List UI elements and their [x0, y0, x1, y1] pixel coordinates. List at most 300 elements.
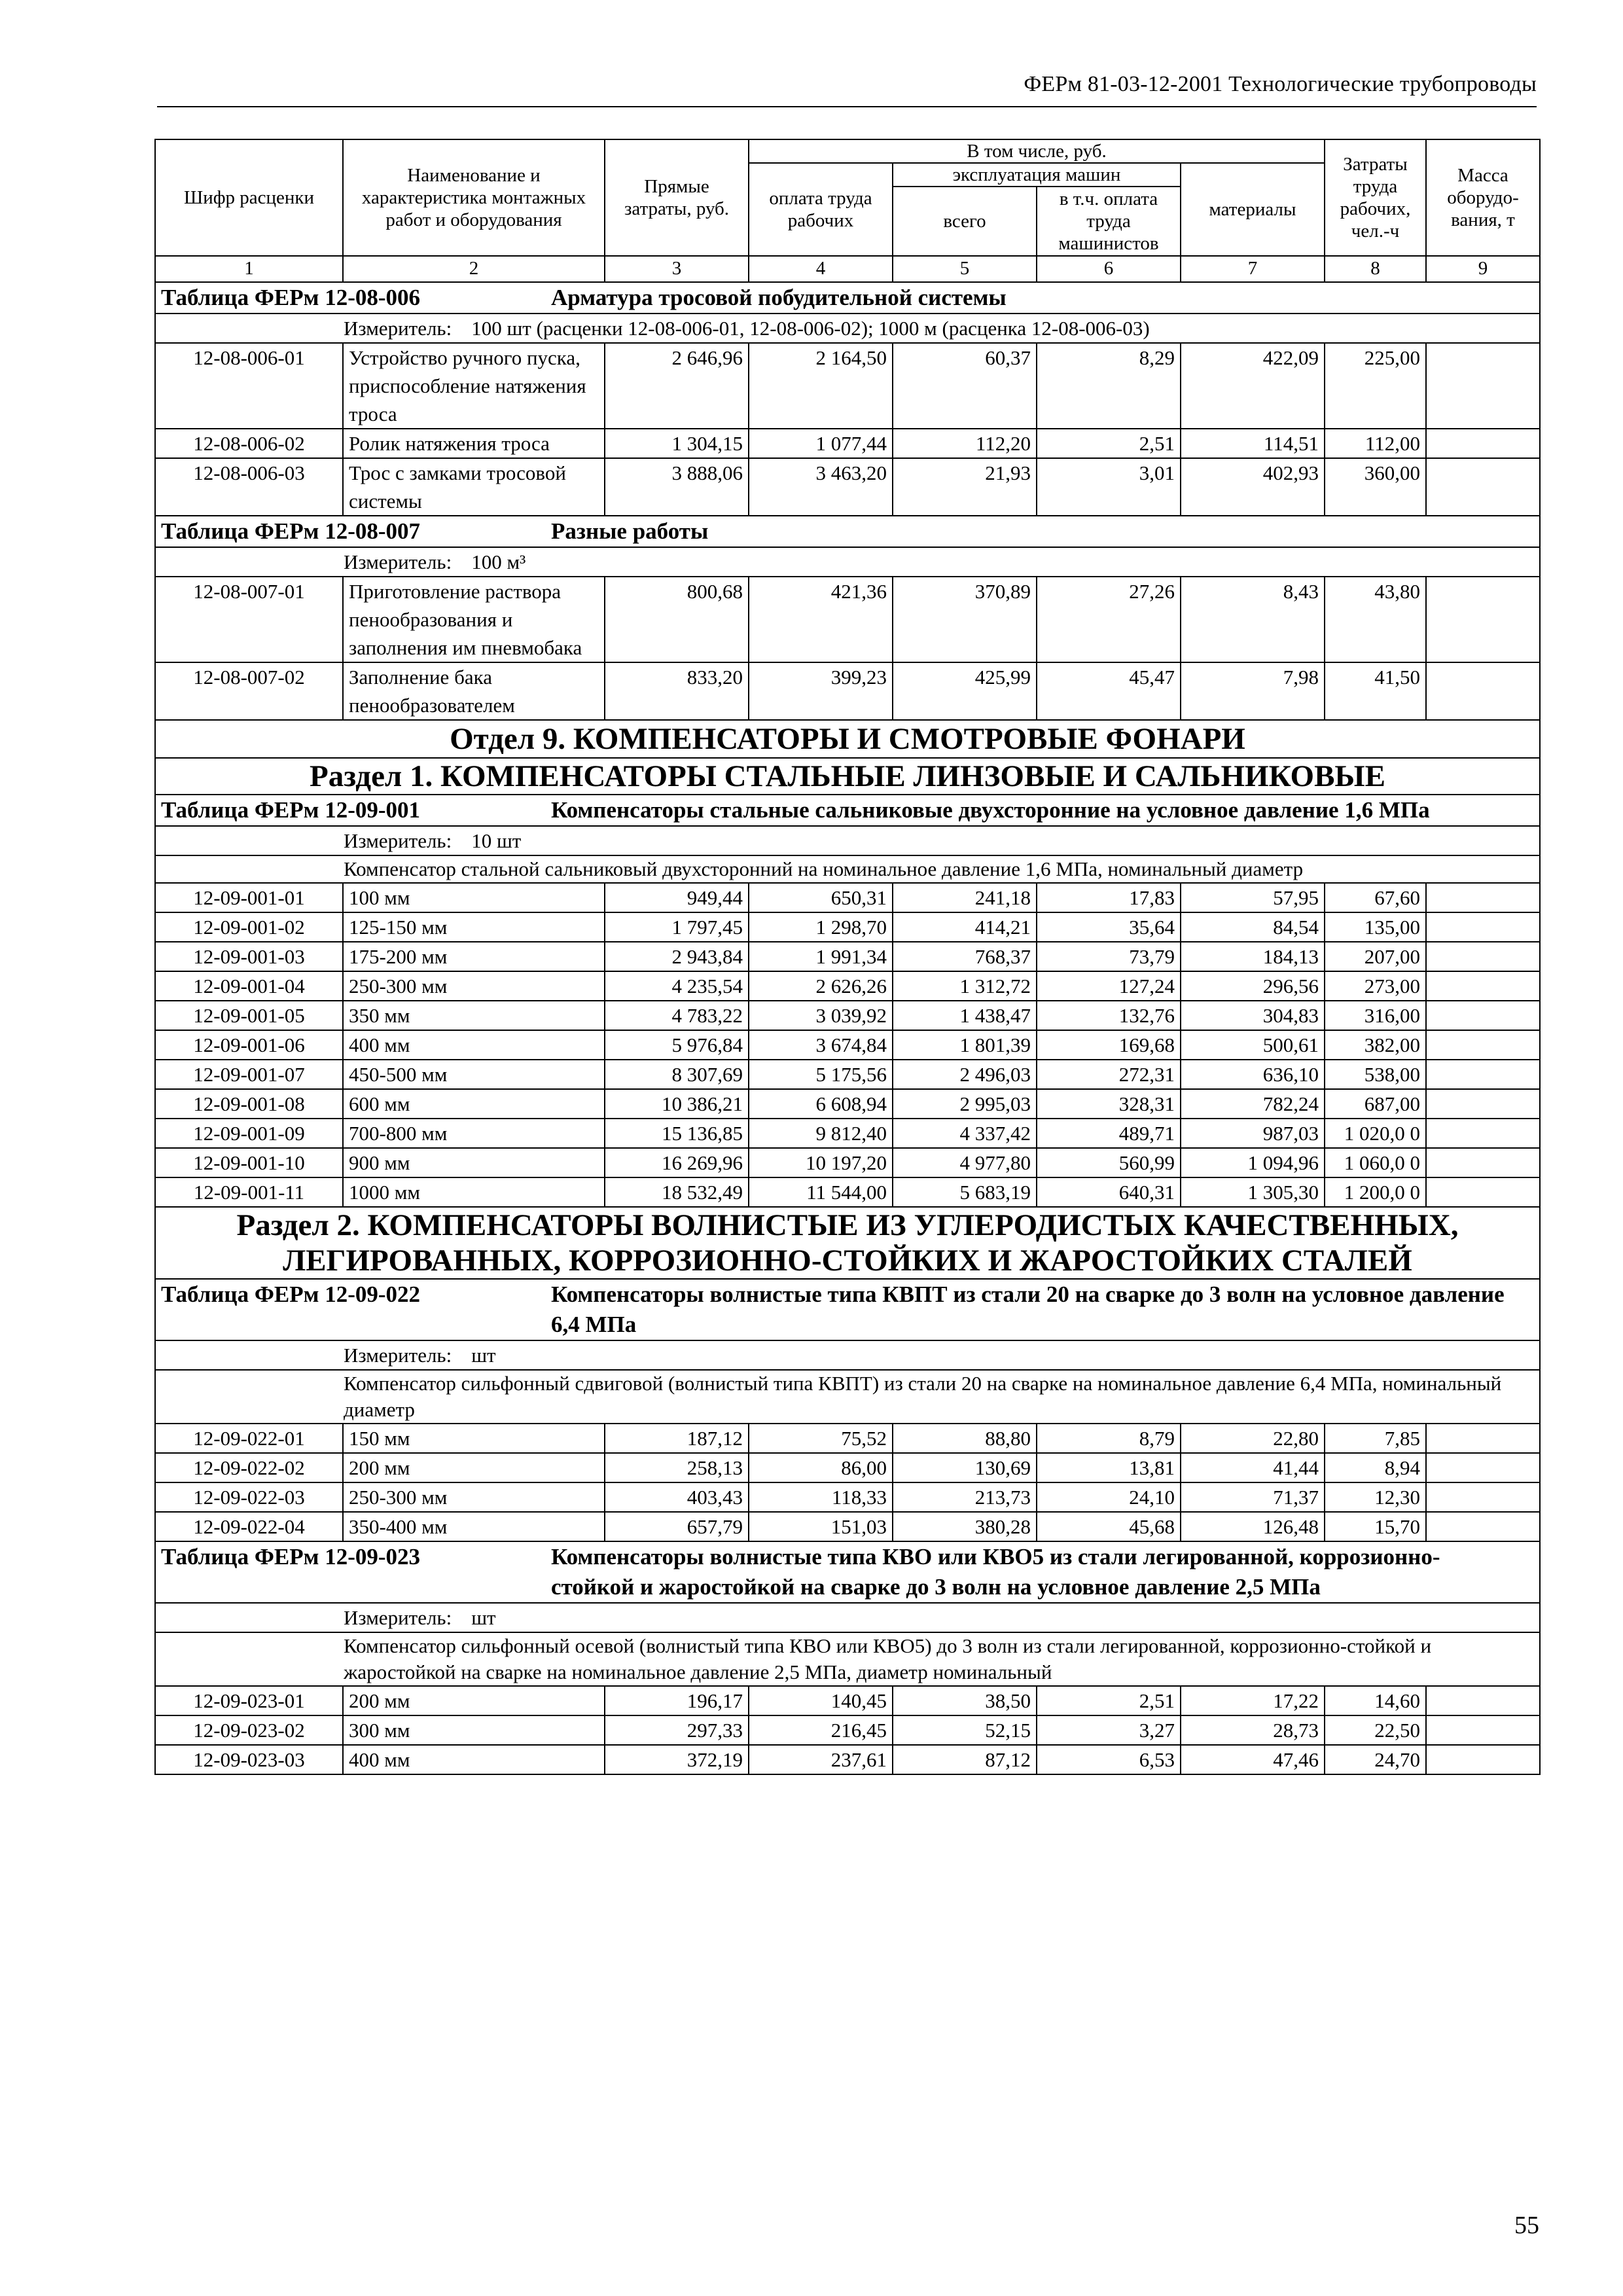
labor-hours-cell: 316,00 [1325, 1001, 1426, 1030]
labor-hours-cell: 7,85 [1325, 1424, 1426, 1453]
materials-cell: 114,51 [1181, 429, 1325, 458]
labor-hours-cell: 22,50 [1325, 1715, 1426, 1745]
rate-code-cell: 12-09-001-09 [155, 1119, 343, 1148]
work-name-cell: 200 мм [343, 1686, 605, 1715]
table-caption-row [155, 795, 1540, 826]
work-description: Компенсатор стальной сальниковый двухсторонний на номинальное давление 1,6 МПа, номинальный диаметр [155, 855, 1540, 883]
work-name-cell: 100 мм [343, 883, 605, 912]
direct-costs-cell: 15 136,85 [605, 1119, 749, 1148]
table-row [155, 1089, 1540, 1119]
column-index: 2 [343, 256, 605, 282]
table-row [155, 942, 1540, 971]
machines-pay-cell: 35,64 [1037, 912, 1181, 942]
direct-costs-cell: 403,43 [605, 1482, 749, 1512]
work-name-cell: 350 мм [343, 1001, 605, 1030]
labor-pay-cell: 2 164,50 [749, 343, 893, 429]
labor-pay-cell: 3 039,92 [749, 1001, 893, 1030]
rate-code-cell: 12-09-001-01 [155, 883, 343, 912]
machines-total-cell: 1 312,72 [893, 971, 1037, 1001]
table-row [155, 883, 1540, 912]
machines-pay-cell: 640,31 [1037, 1177, 1181, 1207]
equipment-mass-cell [1426, 912, 1540, 942]
rate-code-cell: 12-09-022-04 [155, 1512, 343, 1541]
work-name-cell: 600 мм [343, 1089, 605, 1119]
machines-total-cell: 768,37 [893, 942, 1037, 971]
machines-total-cell: 380,28 [893, 1512, 1037, 1541]
measure-value: 100 шт (расценки 12-08-006-01, 12-08-006-02); 1000 м (расценка 12-08-006-03) [471, 317, 1150, 340]
labor-hours-cell: 538,00 [1325, 1060, 1426, 1089]
col-header-incl: В том числе, руб. [749, 139, 1325, 163]
column-index: 3 [605, 256, 749, 282]
materials-cell: 1 094,96 [1181, 1148, 1325, 1177]
document-header-title: ФЕРм 81-03-12-2001 Технологические трубопроводы [1024, 72, 1537, 96]
labor-pay-cell: 10 197,20 [749, 1148, 893, 1177]
machines-total-cell: 87,12 [893, 1745, 1037, 1774]
measure-cell [155, 826, 1540, 855]
direct-costs-cell: 4 235,54 [605, 971, 749, 1001]
work-description: Компенсатор сильфонный сдвиговой (волнистый типа КВПТ) из стали 20 на сварке на номинальное давление 6,4 МПа, номинальный диаметр [155, 1370, 1540, 1424]
measure-row [155, 1340, 1540, 1370]
table-row [155, 662, 1540, 720]
section-heading-line: ЛЕГИРОВАННЫХ, КОРРОЗИОННО-СТОЙКИХ И ЖАРОСТОЙКИХ СТАЛЕЙ [283, 1244, 1412, 1278]
description-row [155, 855, 1540, 883]
table-row [155, 1060, 1540, 1089]
labor-pay-cell: 399,23 [749, 662, 893, 720]
measure-cell [155, 547, 1540, 577]
equipment-mass-cell [1426, 942, 1540, 971]
machines-total-cell: 414,21 [893, 912, 1037, 942]
machines-pay-cell: 132,76 [1037, 1001, 1181, 1030]
work-name-cell: 300 мм [343, 1715, 605, 1745]
labor-hours-cell: 8,94 [1325, 1453, 1426, 1482]
work-name-cell: 175-200 мм [343, 942, 605, 971]
direct-costs-cell: 187,12 [605, 1424, 749, 1453]
rate-code-cell: 12-09-001-05 [155, 1001, 343, 1030]
table-caption [155, 1541, 1540, 1603]
table-caption [155, 282, 1540, 314]
department-heading: Отдел 9. КОМПЕНСАТОРЫ И СМОТРОВЫЕ ФОНАРИ [155, 720, 1540, 758]
equipment-mass-cell [1426, 1148, 1540, 1177]
direct-costs-cell: 3 888,06 [605, 458, 749, 516]
work-name-cell: Ролик натяжения троса [343, 429, 605, 458]
measure-value: шт [471, 1606, 496, 1629]
measure-row [155, 547, 1540, 577]
machines-pay-cell: 127,24 [1037, 971, 1181, 1001]
equipment-mass-cell [1426, 1177, 1540, 1207]
table-label: Таблица ФЕРм 12-09-001 [161, 797, 421, 823]
rate-code-cell: 12-09-023-03 [155, 1745, 343, 1774]
labor-pay-cell: 86,00 [749, 1453, 893, 1482]
work-name-cell: 125-150 мм [343, 912, 605, 942]
rate-code-cell: 12-09-023-01 [155, 1686, 343, 1715]
col-header-labor-hours: Затраты труда рабочих, чел.-ч [1325, 139, 1426, 256]
labor-hours-cell: 67,60 [1325, 883, 1426, 912]
table-row [155, 1453, 1540, 1482]
col-header-direct: Прямые затраты, руб. [605, 139, 749, 256]
table-label: Таблица ФЕРм 12-09-022 [161, 1282, 421, 1307]
table-label: Таблица ФЕРм 12-09-023 [161, 1544, 421, 1570]
rate-code-cell: 12-09-001-03 [155, 942, 343, 971]
work-name-cell: 450-500 мм [343, 1060, 605, 1089]
materials-cell: 1 305,30 [1181, 1177, 1325, 1207]
col-header-machines-total: всего [893, 187, 1037, 256]
labor-pay-cell: 118,33 [749, 1482, 893, 1512]
column-index: 1 [155, 256, 343, 282]
col-header-labor-pay: оплата труда рабочих [749, 163, 893, 256]
measure-value: шт [471, 1344, 496, 1367]
labor-pay-cell: 421,36 [749, 577, 893, 662]
page-number: 55 [1514, 2212, 1539, 2239]
equipment-mass-cell [1426, 1512, 1540, 1541]
direct-costs-cell: 18 532,49 [605, 1177, 749, 1207]
labor-hours-cell: 14,60 [1325, 1686, 1426, 1715]
work-name-cell: Заполнение бака пенообразователем [343, 662, 605, 720]
table-caption-row [155, 282, 1540, 314]
measure-cell [155, 1340, 1540, 1370]
machines-pay-cell: 8,29 [1037, 343, 1181, 429]
table-row [155, 1715, 1540, 1745]
labor-hours-cell: 43,80 [1325, 577, 1426, 662]
labor-hours-cell: 1 060,0 0 [1325, 1148, 1426, 1177]
labor-hours-cell: 207,00 [1325, 942, 1426, 971]
labor-hours-cell: 225,00 [1325, 343, 1426, 429]
direct-costs-cell: 196,17 [605, 1686, 749, 1715]
direct-costs-cell: 1 304,15 [605, 429, 749, 458]
rate-code-cell: 12-09-022-02 [155, 1453, 343, 1482]
measure-row [155, 826, 1540, 855]
labor-hours-cell: 135,00 [1325, 912, 1426, 942]
materials-cell: 84,54 [1181, 912, 1325, 942]
labor-pay-cell: 650,31 [749, 883, 893, 912]
measure-cell [155, 1603, 1540, 1632]
labor-pay-cell: 1 298,70 [749, 912, 893, 942]
machines-pay-cell: 8,79 [1037, 1424, 1181, 1453]
materials-cell: 8,43 [1181, 577, 1325, 662]
table-title: Компенсаторы волнистые типа КВПТ из стали 20 на сварке до 3 волн на условное давление 6,4 МПа [551, 1282, 1505, 1337]
direct-costs-cell: 4 783,22 [605, 1001, 749, 1030]
table-row [155, 971, 1540, 1001]
equipment-mass-cell [1426, 1424, 1540, 1453]
direct-costs-cell: 372,19 [605, 1745, 749, 1774]
section-heading: Раздел 1. КОМПЕНСАТОРЫ СТАЛЬНЫЕ ЛИНЗОВЫЕ И САЛЬНИКОВЫЕ [155, 758, 1540, 795]
table-row [155, 343, 1540, 429]
work-name-cell: 400 мм [343, 1030, 605, 1060]
machines-pay-cell: 73,79 [1037, 942, 1181, 971]
rate-code-cell: 12-08-007-01 [155, 577, 343, 662]
labor-pay-cell: 216,45 [749, 1715, 893, 1745]
table-row [155, 1512, 1540, 1541]
table-row [155, 1119, 1540, 1148]
column-index: 4 [749, 256, 893, 282]
rate-code-cell: 12-09-001-07 [155, 1060, 343, 1089]
labor-pay-cell: 3 674,84 [749, 1030, 893, 1060]
equipment-mass-cell [1426, 1745, 1540, 1774]
labor-pay-cell: 237,61 [749, 1745, 893, 1774]
machines-total-cell: 1 801,39 [893, 1030, 1037, 1060]
labor-pay-cell: 6 608,94 [749, 1089, 893, 1119]
materials-cell: 47,46 [1181, 1745, 1325, 1774]
machines-total-cell: 38,50 [893, 1686, 1037, 1715]
materials-cell: 7,98 [1181, 662, 1325, 720]
machines-pay-cell: 169,68 [1037, 1030, 1181, 1060]
table-label: Таблица ФЕРм 12-08-006 [161, 285, 421, 310]
table-caption [155, 516, 1540, 547]
labor-pay-cell: 9 812,40 [749, 1119, 893, 1148]
direct-costs-cell: 2 943,84 [605, 942, 749, 971]
table-row [155, 577, 1540, 662]
rate-code-cell: 12-09-001-06 [155, 1030, 343, 1060]
materials-cell: 17,22 [1181, 1686, 1325, 1715]
table-caption-row [155, 1279, 1540, 1340]
equipment-mass-cell [1426, 1001, 1540, 1030]
materials-cell: 184,13 [1181, 942, 1325, 971]
machines-pay-cell: 45,68 [1037, 1512, 1181, 1541]
materials-cell: 500,61 [1181, 1030, 1325, 1060]
materials-cell: 28,73 [1181, 1715, 1325, 1745]
labor-hours-cell: 41,50 [1325, 662, 1426, 720]
measure-label: Измеритель: [344, 1344, 452, 1367]
table-row [155, 1148, 1540, 1177]
equipment-mass-cell [1426, 1686, 1540, 1715]
materials-cell: 126,48 [1181, 1512, 1325, 1541]
materials-cell: 304,83 [1181, 1001, 1325, 1030]
rate-code-cell: 12-08-007-02 [155, 662, 343, 720]
materials-cell: 71,37 [1181, 1482, 1325, 1512]
equipment-mass-cell [1426, 1030, 1540, 1060]
rate-code-cell: 12-09-001-10 [155, 1148, 343, 1177]
machines-total-cell: 88,80 [893, 1424, 1037, 1453]
equipment-mass-cell [1426, 343, 1540, 429]
col-header-name: Наименование и характеристика монтажных работ и оборудования [343, 139, 605, 256]
table-title: Компенсаторы стальные сальниковые двухсторонние на условное давление 1,6 МПа [551, 797, 1430, 823]
equipment-mass-cell [1426, 971, 1540, 1001]
labor-hours-cell: 687,00 [1325, 1089, 1426, 1119]
col-header-code: Шифр расценки [155, 139, 343, 256]
description-row [155, 1632, 1540, 1686]
table-title: Арматура тросовой побудительной системы [551, 285, 1007, 310]
work-name-cell: 250-300 мм [343, 971, 605, 1001]
machines-total-cell: 52,15 [893, 1715, 1037, 1745]
machines-total-cell: 425,99 [893, 662, 1037, 720]
materials-cell: 57,95 [1181, 883, 1325, 912]
labor-pay-cell: 151,03 [749, 1512, 893, 1541]
machines-pay-cell: 272,31 [1037, 1060, 1181, 1089]
direct-costs-cell: 5 976,84 [605, 1030, 749, 1060]
rate-code-cell: 12-08-006-01 [155, 343, 343, 429]
equipment-mass-cell [1426, 1715, 1540, 1745]
equipment-mass-cell [1426, 1089, 1540, 1119]
direct-costs-cell: 800,68 [605, 577, 749, 662]
labor-pay-cell: 11 544,00 [749, 1177, 893, 1207]
equipment-mass-cell [1426, 883, 1540, 912]
labor-pay-cell: 1 077,44 [749, 429, 893, 458]
materials-cell: 22,80 [1181, 1424, 1325, 1453]
machines-pay-cell: 6,53 [1037, 1745, 1181, 1774]
labor-hours-cell: 382,00 [1325, 1030, 1426, 1060]
table-row [155, 458, 1540, 516]
rate-code-cell: 12-09-022-01 [155, 1424, 343, 1453]
labor-pay-cell: 140,45 [749, 1686, 893, 1715]
equipment-mass-cell [1426, 429, 1540, 458]
machines-total-cell: 2 995,03 [893, 1089, 1037, 1119]
labor-hours-cell: 112,00 [1325, 429, 1426, 458]
col-header-materials: материалы [1181, 163, 1325, 256]
equipment-mass-cell [1426, 1119, 1540, 1148]
measure-value: 100 м³ [471, 550, 526, 573]
labor-hours-cell: 273,00 [1325, 971, 1426, 1001]
machines-total-cell: 60,37 [893, 343, 1037, 429]
machines-pay-cell: 24,10 [1037, 1482, 1181, 1512]
direct-costs-cell: 833,20 [605, 662, 749, 720]
table-title: Разные работы [551, 518, 709, 544]
machines-pay-cell: 489,71 [1037, 1119, 1181, 1148]
machines-total-cell: 370,89 [893, 577, 1037, 662]
machines-total-cell: 112,20 [893, 429, 1037, 458]
table-caption-row [155, 516, 1540, 547]
labor-hours-cell: 12,30 [1325, 1482, 1426, 1512]
section-heading-row [155, 1207, 1540, 1279]
work-name-cell: Трос с замками тросовой системы [343, 458, 605, 516]
work-name-cell: Устройство ручного пуска, приспособление натяжения троса [343, 343, 605, 429]
table-caption [155, 1279, 1540, 1340]
col-header-machines-pay: в т.ч. оплата труда машинистов [1037, 187, 1181, 256]
machines-pay-cell: 27,26 [1037, 577, 1181, 662]
machines-total-cell: 4 977,80 [893, 1148, 1037, 1177]
rate-code-cell: 12-08-006-03 [155, 458, 343, 516]
work-description: Компенсатор сильфонный осевой (волнистый типа КВО или КВО5) до 3 волн из стали легированной, коррозионно-стойкой и жаростойкой на сварке на номинальное давление 2,5 МПа, диаметр номинальный [155, 1632, 1540, 1686]
machines-pay-cell: 13,81 [1037, 1453, 1181, 1482]
table-row [155, 1686, 1540, 1715]
measure-row [155, 314, 1540, 343]
measure-label: Измеритель: [344, 829, 452, 852]
materials-cell: 296,56 [1181, 971, 1325, 1001]
labor-hours-cell: 1 020,0 0 [1325, 1119, 1426, 1148]
direct-costs-cell: 16 269,96 [605, 1148, 749, 1177]
table-row [155, 912, 1540, 942]
column-index: 7 [1181, 256, 1325, 282]
equipment-mass-cell [1426, 1453, 1540, 1482]
table-row [155, 1177, 1540, 1207]
rate-code-cell: 12-09-022-03 [155, 1482, 343, 1512]
section-heading-line: Раздел 2. КОМПЕНСАТОРЫ ВОЛНИСТЫЕ ИЗ УГЛЕРОДИСТЫХ КАЧЕСТВЕННЫХ, [236, 1208, 1459, 1242]
labor-pay-cell: 3 463,20 [749, 458, 893, 516]
labor-hours-cell: 360,00 [1325, 458, 1426, 516]
materials-cell: 987,03 [1181, 1119, 1325, 1148]
machines-pay-cell: 2,51 [1037, 429, 1181, 458]
labor-pay-cell: 2 626,26 [749, 971, 893, 1001]
machines-pay-cell: 328,31 [1037, 1089, 1181, 1119]
table-row [155, 1424, 1540, 1453]
labor-pay-cell: 1 991,34 [749, 942, 893, 971]
rate-code-cell: 12-09-001-08 [155, 1089, 343, 1119]
column-index: 5 [893, 256, 1037, 282]
rate-code-cell: 12-09-023-02 [155, 1715, 343, 1745]
measure-label: Измеритель: [344, 1606, 452, 1629]
direct-costs-cell: 8 307,69 [605, 1060, 749, 1089]
column-index: 8 [1325, 256, 1426, 282]
machines-pay-cell: 45,47 [1037, 662, 1181, 720]
measure-row [155, 1603, 1540, 1632]
machines-pay-cell: 17,83 [1037, 883, 1181, 912]
machines-total-cell: 130,69 [893, 1453, 1037, 1482]
col-header-machines: эксплуатация машин [893, 163, 1181, 187]
work-name-cell: 700-800 мм [343, 1119, 605, 1148]
measure-label: Измеритель: [344, 550, 452, 573]
table-row [155, 429, 1540, 458]
work-name-cell: Приготовление раствора пенообразования и заполнения им пневмобака [343, 577, 605, 662]
measure-cell [155, 314, 1540, 343]
header-rule [157, 106, 1537, 107]
direct-costs-cell: 258,13 [605, 1453, 749, 1482]
machines-total-cell: 1 438,47 [893, 1001, 1037, 1030]
table-label: Таблица ФЕРм 12-08-007 [161, 518, 421, 544]
work-name-cell: 250-300 мм [343, 1482, 605, 1512]
labor-hours-cell: 24,70 [1325, 1745, 1426, 1774]
machines-total-cell: 213,73 [893, 1482, 1037, 1512]
measure-value: 10 шт [471, 829, 522, 852]
rate-code-cell: 12-08-006-02 [155, 429, 343, 458]
table-row [155, 1745, 1540, 1774]
equipment-mass-cell [1426, 1482, 1540, 1512]
machines-pay-cell: 560,99 [1037, 1148, 1181, 1177]
machines-pay-cell: 3,01 [1037, 458, 1181, 516]
equipment-mass-cell [1426, 577, 1540, 662]
table-caption-row [155, 1541, 1540, 1603]
col-header-mass: Масса оборудо-вания, т [1426, 139, 1540, 256]
machines-total-cell: 5 683,19 [893, 1177, 1037, 1207]
description-row [155, 1370, 1540, 1424]
machines-total-cell: 4 337,42 [893, 1119, 1037, 1148]
labor-pay-cell: 75,52 [749, 1424, 893, 1453]
rate-code-cell: 12-09-001-02 [155, 912, 343, 942]
work-name-cell: 900 мм [343, 1148, 605, 1177]
work-name-cell: 1000 мм [343, 1177, 605, 1207]
section-heading-row [155, 758, 1540, 795]
work-name-cell: 150 мм [343, 1424, 605, 1453]
machines-total-cell: 21,93 [893, 458, 1037, 516]
table-row [155, 1030, 1540, 1060]
equipment-mass-cell [1426, 458, 1540, 516]
table-row [155, 1482, 1540, 1512]
rate-code-cell: 12-09-001-04 [155, 971, 343, 1001]
table-caption [155, 795, 1540, 826]
rate-code-cell: 12-09-001-11 [155, 1177, 343, 1207]
equipment-mass-cell [1426, 662, 1540, 720]
materials-cell: 782,24 [1181, 1089, 1325, 1119]
column-index-row [155, 256, 1540, 282]
table-title: Компенсаторы волнистые типа КВО или КВО5 из стали легированной, коррозионно-стойкой и жаростойкой на сварке до 3 волн на условное давление 2,5 МПа [551, 1544, 1440, 1600]
table-row [155, 1001, 1540, 1030]
direct-costs-cell: 2 646,96 [605, 343, 749, 429]
direct-costs-cell: 949,44 [605, 883, 749, 912]
work-name-cell: 350-400 мм [343, 1512, 605, 1541]
direct-costs-cell: 657,79 [605, 1512, 749, 1541]
machines-total-cell: 241,18 [893, 883, 1037, 912]
column-index: 6 [1037, 256, 1181, 282]
labor-pay-cell: 5 175,56 [749, 1060, 893, 1089]
materials-cell: 41,44 [1181, 1453, 1325, 1482]
direct-costs-cell: 1 797,45 [605, 912, 749, 942]
work-name-cell: 200 мм [343, 1453, 605, 1482]
machines-pay-cell: 3,27 [1037, 1715, 1181, 1745]
column-index: 9 [1426, 256, 1540, 282]
labor-hours-cell: 15,70 [1325, 1512, 1426, 1541]
section-heading [155, 1207, 1540, 1279]
machines-pay-cell: 2,51 [1037, 1686, 1181, 1715]
materials-cell: 636,10 [1181, 1060, 1325, 1089]
equipment-mass-cell [1426, 1060, 1540, 1089]
direct-costs-cell: 297,33 [605, 1715, 749, 1745]
